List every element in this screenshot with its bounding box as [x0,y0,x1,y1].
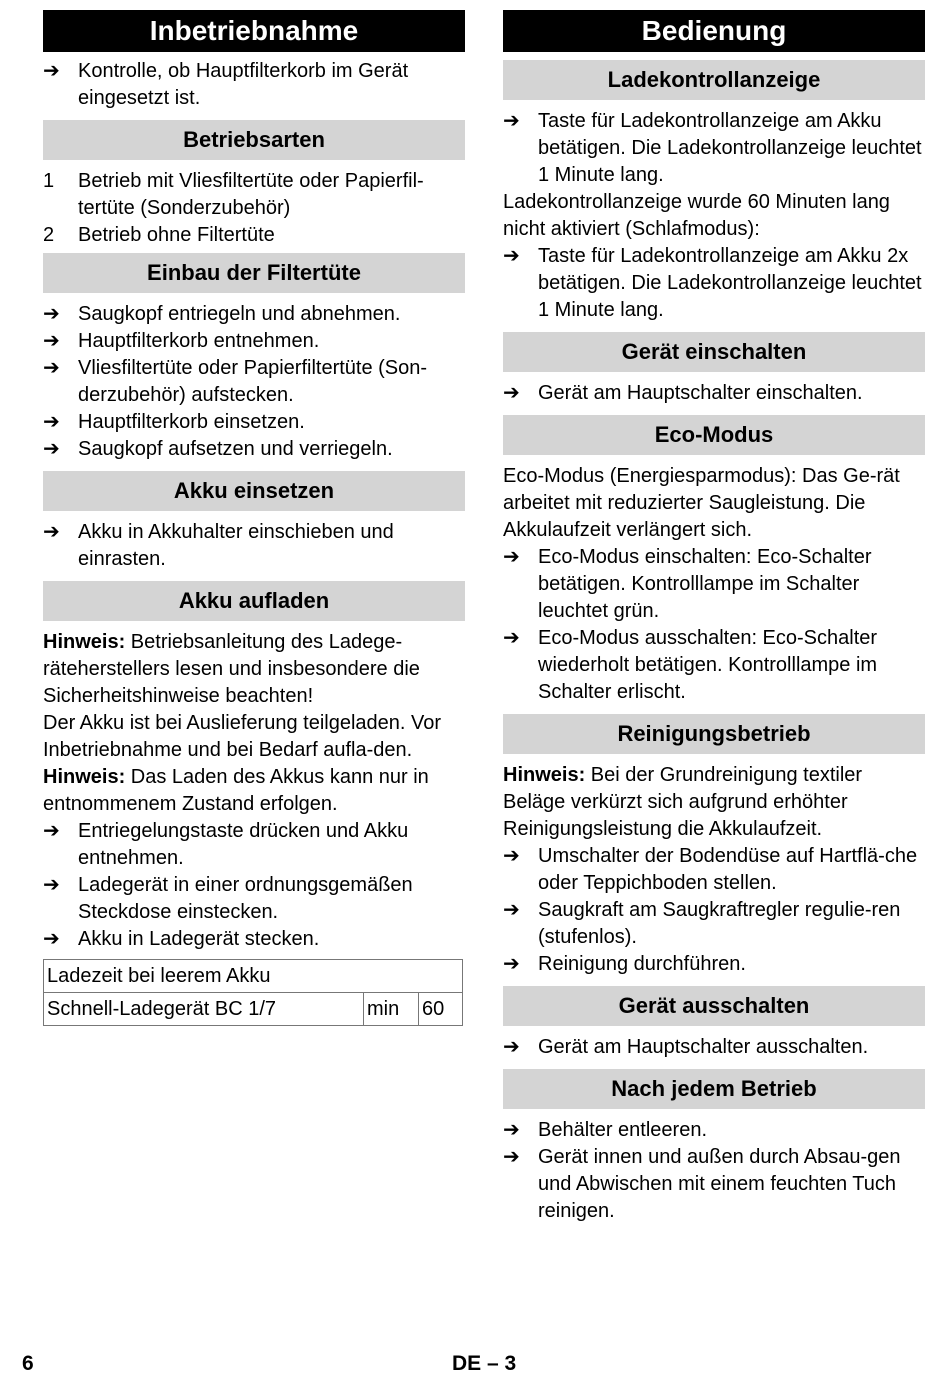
heading-eco-modus: Eco-Modus [503,415,925,455]
table-cell-value: 60 [419,993,463,1026]
list-item: ➔ Hauptfilterkorb entnehmen. [43,328,465,355]
arrow-icon: ➔ [43,874,60,896]
body-paragraph: Der Akku ist bei Auslieferung teilgeladen. Vor Inbetriebnahme und bei Bedarf aufla-den. [43,712,442,761]
list-item: ➔ Saugkraft am Saugkraftregler regulie-ren (stufenlos). [503,897,925,951]
list-item: ➔ Vliesfiltertüte oder Papierfiltertüte (Son-derzubehör) aufstecken. [43,355,465,409]
arrow-icon: ➔ [503,899,520,921]
list-item: ➔ Gerät am Hauptschalter ausschalten. [503,1034,925,1061]
table-row [44,993,463,1026]
list-item: ➔ Reinigung durchführen. [503,951,925,978]
arrow-icon: ➔ [503,627,520,649]
list-item: ➔ Behälter entleeren. [503,1117,925,1144]
arrow-icon: ➔ [43,438,60,460]
right-column [503,10,925,1225]
body-paragraph: Ladekontrollanzeige wurde 60 Minuten lang nicht aktiviert (Schlafmodus): [503,191,890,240]
note-paragraph: Hinweis: Das Laden des Akkus kann nur in entnommenem Zustand erfolgen. [43,766,429,815]
list-item: ➔ Akku in Akkuhalter einschieben und einrasten. [43,519,465,573]
left-column [43,10,465,1026]
heading-ladekontrollanzeige: Ladekontrollanzeige [503,60,925,100]
arrow-icon: ➔ [503,845,520,867]
arrow-icon: ➔ [43,357,60,379]
page-number: 6 [22,1352,34,1375]
list-item: ➔ Kontrolle, ob Hauptfilterkorb im Gerät eingesetzt ist. [43,58,465,112]
list-item: ➔ Saugkopf aufsetzen und verriegeln. [43,436,465,463]
list-item: 2 Betrieb ohne Filtertüte [43,224,275,246]
table-header-cell: Ladezeit bei leerem Akku [44,960,463,993]
charge-time-table [43,959,463,1026]
table-cell-unit: min [364,993,419,1026]
note-paragraph: Hinweis: Betriebsanleitung des Ladege-räteherstellers lesen und insbesondere die Sicherheitshinweise beachten! [43,631,420,707]
heading-akku-aufladen: Akku aufladen [43,581,465,621]
table-cell-device: Schnell-Ladegerät BC 1/7 [44,993,364,1026]
arrow-icon: ➔ [43,411,60,433]
list-item: ➔ Eco-Modus einschalten: Eco-Schalter betätigen. Kontrolllampe im Schalter leuchtet grün. [503,544,925,625]
arrow-icon: ➔ [503,110,520,132]
arrow-icon: ➔ [503,1146,520,1168]
section-title-inbetriebnahme: Inbetriebnahme [43,10,465,52]
table-row [44,960,463,993]
arrow-icon: ➔ [43,928,60,950]
arrow-icon: ➔ [503,1036,520,1058]
list-item: ➔ Entriegelungstaste drücken und Akku entnehmen. [43,818,465,872]
heading-geraet-ausschalten: Gerät ausschalten [503,986,925,1026]
note-paragraph: Hinweis: Bei der Grundreinigung textiler Beläge verkürzt sich aufgrund erhöhter Reinigungsleistung die Akkulaufzeit. [503,764,863,840]
list-item: ➔ Gerät am Hauptschalter einschalten. [503,380,925,407]
arrow-icon: ➔ [503,953,520,975]
list-item: ➔ Gerät innen und außen durch Absau-gen und Abwischen mit einem feuchten Tuch reinigen. [503,1144,925,1225]
heading-nach-jedem-betrieb: Nach jedem Betrieb [503,1069,925,1109]
list-item: 1 Betrieb mit Vliesfiltertüte oder Papierfil-tertüte (Sonderzubehör) [43,170,424,219]
list-item: ➔ Hauptfilterkorb einsetzen. [43,409,465,436]
arrow-icon: ➔ [43,820,60,842]
heading-akku-einsetzen: Akku einsetzen [43,471,465,511]
arrow-icon: ➔ [503,546,520,568]
heading-betriebsarten: Betriebsarten [43,120,465,160]
heading-reinigungsbetrieb: Reinigungsbetrieb [503,714,925,754]
heading-geraet-einschalten: Gerät einschalten [503,332,925,372]
arrow-icon: ➔ [503,1119,520,1141]
list-item: ➔ Akku in Ladegerät stecken. [43,926,465,953]
list-item: ➔ Taste für Ladekontrollanzeige am Akku betätigen. Die Ladekontrollanzeige leuchtet 1 Minute lang. [503,108,925,189]
arrow-icon: ➔ [43,330,60,352]
section-page-label: DE – 3 [452,1352,517,1375]
arrow-icon: ➔ [43,60,60,82]
list-item: ➔ Ladegerät in einer ordnungsgemäßen Steckdose einstecken. [43,872,465,926]
list-item: ➔ Taste für Ladekontrollanzeige am Akku 2x betätigen. Die Ladekontrollanzeige leuchtet 1 Minute lang. [503,243,925,324]
arrow-icon: ➔ [503,245,520,267]
arrow-icon: ➔ [43,303,60,325]
heading-einbau-filtertuete: Einbau der Filtertüte [43,253,465,293]
list-item: ➔ Umschalter der Bodendüse auf Hartflä-che oder Teppichboden stellen. [503,843,925,897]
body-paragraph: Eco-Modus (Energiesparmodus): Das Ge-rät arbeitet mit reduzierter Saugleistung. Die Akkulaufzeit verlängert sich. [503,465,900,541]
list-item: ➔ Saugkopf entriegeln und abnehmen. [43,301,465,328]
arrow-icon: ➔ [503,382,520,404]
arrow-icon: ➔ [43,521,60,543]
list-item: ➔ Eco-Modus ausschalten: Eco-Schalter wiederholt betätigen. Kontrolllampe im Schalter erlischt. [503,625,925,706]
section-title-bedienung: Bedienung [503,10,925,52]
